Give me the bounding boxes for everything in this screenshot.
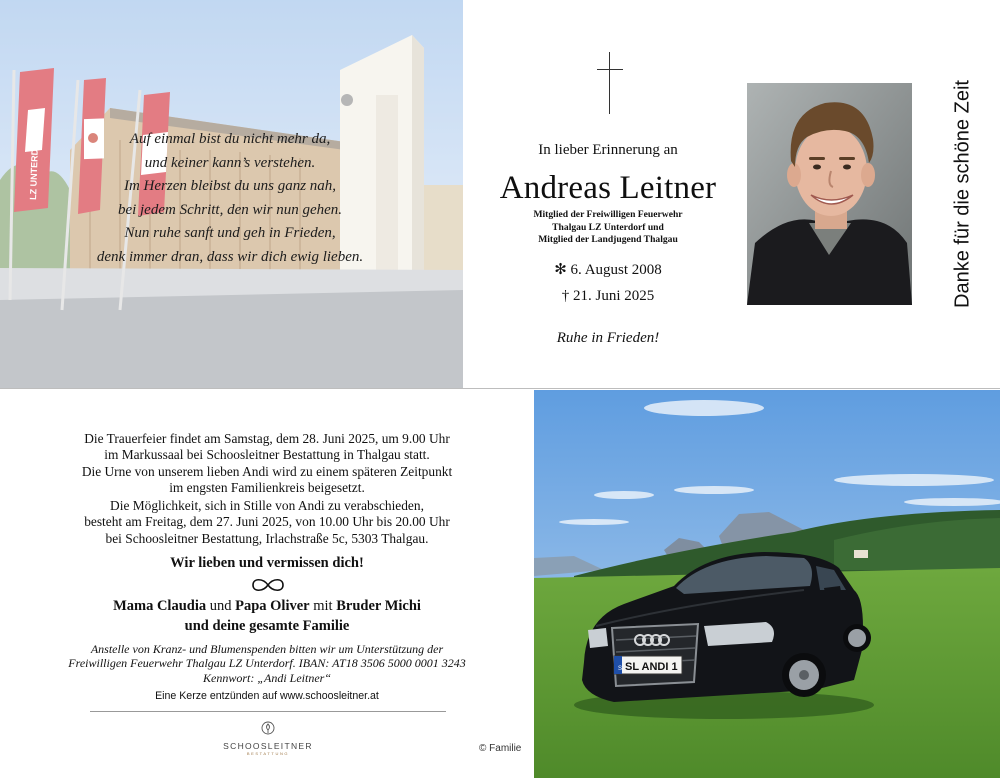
affiliation [463, 209, 753, 247]
cross-icon [597, 52, 623, 114]
poem-line: denk immer dran, dass wir dich ewig lieben. [96, 248, 364, 265]
infinity-icon [250, 576, 286, 594]
logo-name: SCHOOSLEITNER [223, 741, 313, 751]
plate-badge: S [618, 666, 623, 672]
rest-in-peace-text: Ruhe in Frieden! [556, 330, 660, 346]
family-brother: Bruder Michi [336, 598, 421, 614]
affiliation-line: Thalgau LZ Unterdorf und [552, 221, 664, 233]
poem-panel [0, 0, 463, 388]
donation-request [0, 642, 534, 685]
poem-line: Auf einmal bist du nicht mehr da, [129, 131, 331, 147]
car-photo [534, 390, 1000, 778]
poem-line: bei jedem Schritt, den wir nun gehen. [117, 201, 343, 218]
love-statement: Wir lieben und vermissen dich! [170, 555, 364, 571]
poem-line: Im Herzen bleibst du uns ganz nah, [123, 178, 337, 195]
portrait-photo [747, 83, 912, 305]
affiliation-line: Mitglied der Freiwilligen Feuerwehr [533, 209, 683, 220]
farewell-line: bei Schoosleitner Bestattung, Irlachstraße 5c, 5303 Thalgau. [105, 530, 429, 546]
funeral-info [0, 431, 534, 496]
poem [60, 128, 400, 270]
family-names: Mama Claudia und Papa Oliver mit Bruder Michi [113, 598, 421, 614]
photo-credit: © Familie [479, 743, 522, 754]
funeral-line: im Markussaal bei Schoosleitner Bestattung in Thalgau statt. [104, 447, 430, 463]
funeral-line: Die Trauerfeier findet am Samstag, dem 28. Juni 2025, um 9.00 Uhr [84, 431, 450, 446]
family-father: Papa Oliver [235, 598, 310, 614]
rose-icon [261, 721, 275, 735]
logo-subtitle: BESTATTUNG [246, 751, 290, 756]
lz-unterdorf-flag-text: LZ UNTERDORF [28, 129, 41, 201]
death-date: † 21. Juni 2025 [561, 288, 655, 304]
funeral-line: Die Urne von unserem lieben Andi wird zu einem späteren Zeitpunkt [81, 463, 453, 479]
birth-date: ✻ 6. August 2008 [554, 262, 662, 278]
farewell-line: besteht am Freitag, dem 27. Juni 2025, von 10.00 Uhr bis 20.00 Uhr [84, 514, 450, 530]
donation-line: Kennwort: „Andi Leitner“ [202, 670, 331, 685]
donation-line: Freiwilligen Feuerwehr Thalgau LZ Unterdorf. IBAN: AT18 3506 5000 0001 3243 [68, 656, 466, 671]
poem-line: Nun ruhe sanft und geh in Frieden, [124, 225, 336, 242]
service-info-panel [0, 390, 534, 778]
candle-link[interactable]: Eine Kerze entzünden auf www.schoosleitner.at [155, 690, 379, 702]
farewell-line: Die Möglichkeit, sich in Stille von Andi zu verabschieden, [110, 498, 424, 513]
divider-rule [90, 711, 446, 712]
poem-line: und keiner kann’s verstehen. [144, 154, 316, 171]
deceased-name: Andreas Leitner [499, 170, 717, 206]
funeral-line: im engsten Familienkreis beigesetzt. [169, 479, 365, 495]
family-rest: und deine gesamte Familie [184, 618, 350, 634]
donation-line: Anstelle von Kranz- und Blumenspenden bitten wir um Unterstützung der [90, 642, 444, 656]
thank-you-vertical-text: Danke für die schöne Zeit [951, 80, 974, 308]
farewell-info [0, 498, 534, 547]
in-memory-text: In lieber Erinnerung an [538, 142, 678, 158]
license-plate: SL ANDI 1 [625, 661, 678, 673]
memorial-panel [463, 0, 1000, 388]
family-mother: Mama Claudia [113, 598, 207, 614]
affiliation-line: Mitglied der Landjugend Thalgau [538, 234, 678, 246]
funeral-home-logo [218, 721, 318, 761]
